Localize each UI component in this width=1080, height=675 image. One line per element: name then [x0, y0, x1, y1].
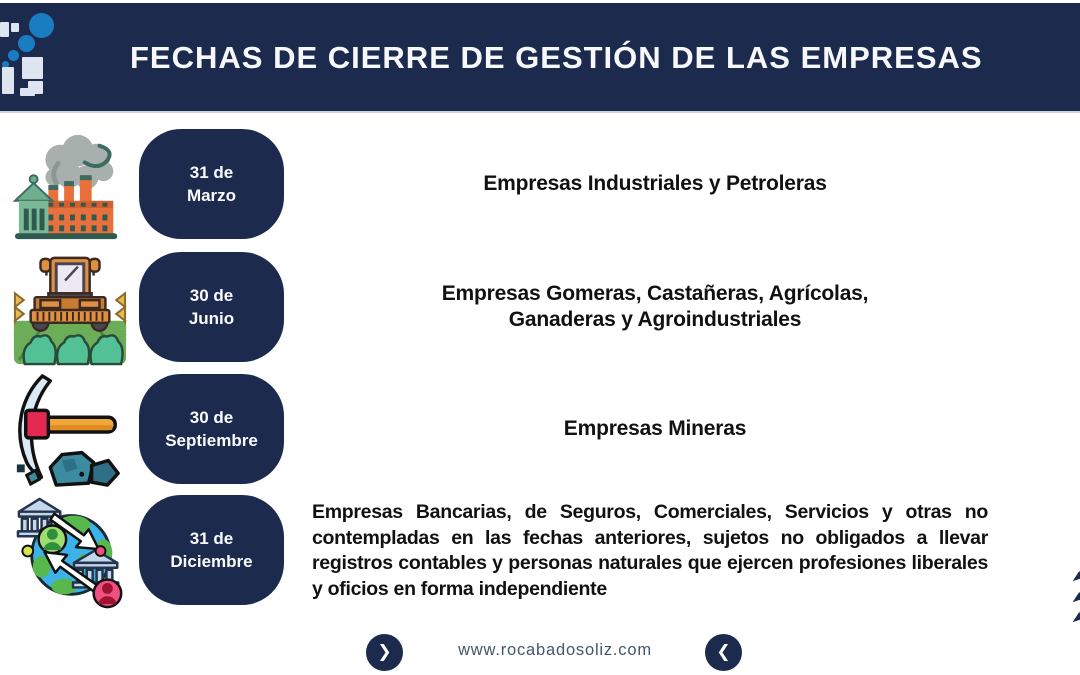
factory-smoke-icon — [12, 128, 132, 246]
date-line: Marzo — [186, 186, 237, 205]
next-page-button[interactable] — [366, 634, 403, 671]
date-line: 31 de — [189, 529, 234, 548]
row-description — [300, 252, 1010, 362]
edge-decoration — [1070, 592, 1080, 603]
description-line: Empresas Mineras — [563, 417, 747, 440]
description-line: Empresas Gomeras, Castañeras, Agrícolas, — [441, 282, 869, 305]
prev-page-button[interactable] — [705, 634, 742, 671]
description-line: Empresas Industriales y Petroleras — [483, 172, 827, 195]
date-badge-septiembre — [139, 374, 284, 484]
date-line: Diciembre — [170, 552, 253, 571]
page-title: FECHAS DE CIERRE DE GESTIÓN DE LAS EMPRESAS — [130, 40, 983, 75]
header-bar — [0, 3, 1080, 113]
date-line: 30 de — [189, 408, 234, 427]
blue-mosaic-logo-icon — [0, 3, 90, 113]
edge-decoration — [1070, 612, 1080, 623]
date-badge-diciembre — [139, 495, 284, 605]
date-badge-marzo — [139, 129, 284, 239]
date-line: 31 de — [189, 163, 234, 182]
date-line: Junio — [188, 309, 235, 328]
bank-globe-transfer-icon — [14, 494, 134, 612]
chevron-left-icon: ❮ — [716, 641, 731, 662]
harvester-icon — [10, 250, 130, 368]
pickaxe-rocks-icon — [8, 372, 128, 490]
edge-decoration — [1070, 571, 1080, 582]
chevron-right-icon: ❯ — [377, 641, 392, 662]
row-description — [300, 374, 1010, 484]
row-description: Empresas Bancarias, de Seguros, Comerciales, Servicios y otras no contempladas en las fechas anteriores, sujetos no obligados a llevar registros contables y personas naturales que ejercen profesiones liberales y oficios en forma independiente — [312, 501, 988, 600]
date-line: 30 de — [189, 286, 234, 305]
date-line: Septiembre — [165, 431, 258, 450]
date-badge-junio — [139, 252, 284, 362]
website-link[interactable]: www.rocabadosoliz.com — [458, 641, 652, 659]
description-line: Ganaderas y Agroindustriales — [508, 308, 802, 331]
row-description — [300, 129, 1010, 239]
